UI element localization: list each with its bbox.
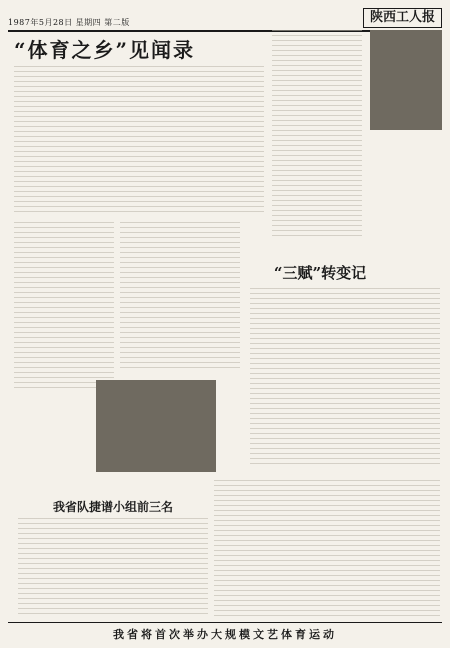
text-column <box>272 30 362 240</box>
footer-slogan: 我省将首次举办大规模文艺体育运动 <box>8 622 442 642</box>
main-headline: “体育之乡”见闻录 <box>14 38 196 62</box>
page-header <box>8 6 442 32</box>
text-column <box>120 222 240 372</box>
text-column <box>18 518 208 618</box>
text-column <box>250 288 440 468</box>
center-photo <box>96 380 216 472</box>
dateline: 1987年5月28日 星期四 第二版 <box>8 18 130 27</box>
lower-headline: 我省队捷谱小组前三名 <box>52 500 173 514</box>
sub-headline: “三赋”转变记 <box>273 264 367 282</box>
top-right-photo <box>370 30 442 130</box>
text-column <box>14 66 264 216</box>
text-column <box>214 480 440 620</box>
masthead: 陕西工人报 <box>363 8 442 28</box>
text-column <box>14 222 114 392</box>
